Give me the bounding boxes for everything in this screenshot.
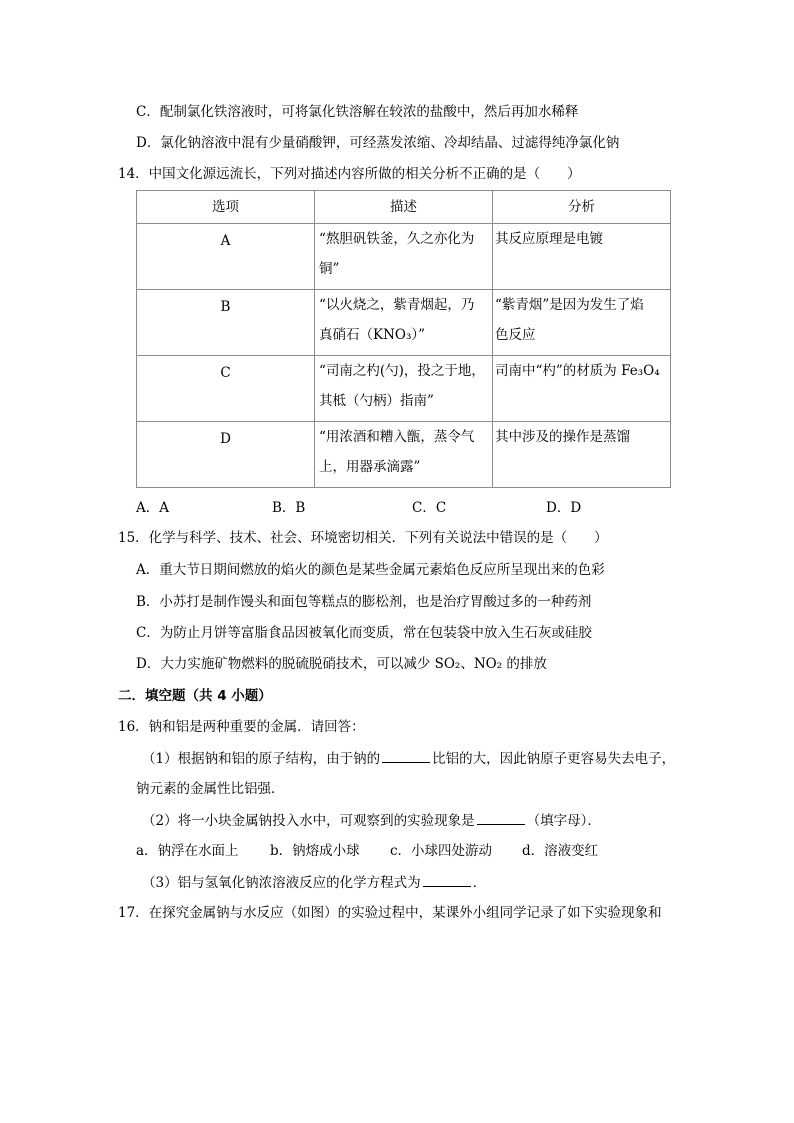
- answer-blank[interactable]: [477, 810, 525, 825]
- q15-option-a: A．重大节日期间燃放的焰火的颜色是某些金属元素焰色反应所呈现出来的色彩: [136, 562, 605, 578]
- answer-blank[interactable]: [423, 872, 471, 887]
- answer-blank[interactable]: [382, 748, 430, 763]
- q16-part1-line2: 钠元素的金属性比铝强．: [136, 781, 285, 797]
- cell-option: D: [137, 422, 315, 488]
- q16-option-c: c．小球四处游动: [390, 843, 493, 859]
- table-row: [137, 224, 671, 290]
- q13-option-c: C．配制氯化铁溶液时，可将氯化铁溶解在较浓的盐酸中，然后再加水稀释: [136, 104, 579, 120]
- cell-option: B: [137, 290, 315, 356]
- cell-description: “以火烧之，紫青烟起，乃 真硝石（KNO₃）”: [315, 290, 493, 356]
- q16-part3: （3）铝与氢氧化钠浓溶液反应的化学方程式为 ．: [142, 872, 486, 893]
- table-row: [137, 356, 671, 422]
- cell-option: A: [137, 224, 315, 290]
- q14-table: [136, 190, 671, 488]
- header-description: 描述: [315, 191, 493, 224]
- cell-description: “司南之杓(勺)，投之于地， 其柢（勺柄）指南”: [315, 356, 493, 422]
- q14-choice-a: A．A: [136, 500, 169, 516]
- q16-option-d: d．溶液变红: [522, 843, 599, 859]
- q14-stem: 14．中国文化源远流长，下列对描述内容所做的相关分析不正确的是（ ）: [118, 166, 581, 182]
- q14-choice-b: B．B: [272, 500, 306, 516]
- section-heading: 二．填空题（共 4 小题）: [118, 688, 272, 704]
- q16-option-a: a．钠浮在水面上: [136, 843, 239, 859]
- q13-option-d: D．氯化钠溶液中混有少量硝酸钾，可经蒸发浓缩、冷却结晶、过滤得纯净氯化钠: [136, 135, 620, 151]
- table-row: [137, 422, 671, 488]
- q15-option-c: C．为防止月饼等富脂食品因被氧化而变质，常在包装袋中放入生石灰或硅胶: [136, 625, 592, 641]
- cell-analysis: 其中涉及的操作是蒸馏: [493, 422, 671, 488]
- q15-option-b: B．小苏打是制作馒头和面包等糕点的膨松剂，也是治疗胃酸过多的一种药剂: [136, 594, 592, 610]
- q17-stem: 17．在探究金属钠与水反应（如图）的实验过程中，某课外小组同学记录了如下实验现象和: [118, 905, 662, 921]
- q15-stem: 15．化学与科学、技术、社会、环境密切相关．下列有关说法中错误的是（ ）: [118, 530, 608, 546]
- cell-description: “熬胆矾铁釜，久之亦化为 铜”: [315, 224, 493, 290]
- table-header-row: [137, 191, 671, 224]
- cell-analysis: “紫青烟”是因为发生了焰 色反应: [493, 290, 671, 356]
- q16-option-b: b．钠熔成小球: [270, 843, 360, 859]
- cell-description: “用浓酒和糟入甑，蒸令气 上，用器承滴露”: [315, 422, 493, 488]
- header-option: 选项: [137, 191, 315, 224]
- q16-part1-line1: （1）根据钠和铝的原子结构，由于钠的 比铝的大，因此钠原子更容易失去电子，: [142, 748, 675, 769]
- q16-stem: 16．钠和铝是两种重要的金属．请回答：: [118, 719, 365, 735]
- q16-part2: （2）将一小块金属钠投入水中，可观察到的实验现象是 （填字母）．: [142, 810, 601, 831]
- cell-option: C: [137, 356, 315, 422]
- table-row: [137, 290, 671, 356]
- cell-analysis: 司南中“杓”的材质为 Fe₃O₄: [493, 356, 671, 422]
- cell-analysis: 其反应原理是电镀: [493, 224, 671, 290]
- header-analysis: 分析: [493, 191, 671, 224]
- q14-choice-c: C．C: [412, 500, 447, 516]
- q15-option-d: D．大力实施矿物燃料的脱硫脱硝技术，可以减少 SO₂、NO₂ 的排放: [136, 656, 547, 672]
- q14-choice-d: D．D: [546, 500, 582, 516]
